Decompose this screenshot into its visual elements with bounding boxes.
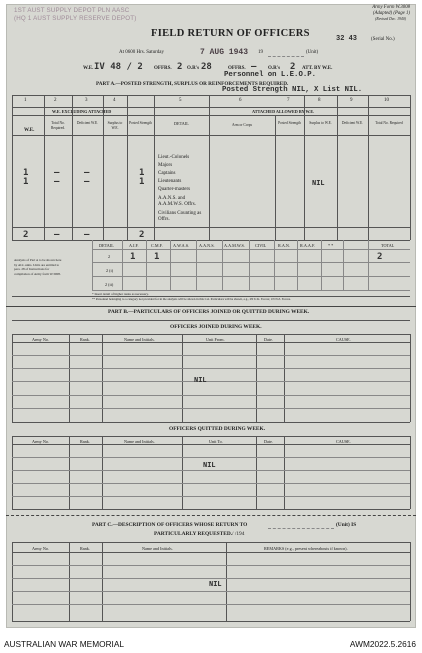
unit-label: (Unit) xyxy=(306,50,319,55)
quitted-col-unit: Unit To. xyxy=(209,439,223,444)
rank-label: A.A.N.S. and A.A.M.W.S. Offrs. xyxy=(158,196,196,207)
analysis-row-label: 2 xyxy=(108,254,111,259)
quitted-col-rank: Rank. xyxy=(80,439,90,444)
offrs2-label: OFFRS. xyxy=(228,66,246,71)
year-label: 19 xyxy=(258,50,263,55)
col-number: 10 xyxy=(384,98,389,103)
col-header-arm-corps: Arm or Corps xyxy=(232,123,252,127)
analysis-header: A.W.A.S. xyxy=(173,243,190,248)
joined-title: OFFICERS JOINED DURING WEEK. xyxy=(170,324,262,330)
col-number: 4 xyxy=(113,98,116,103)
col-header-surplus: Surplus to W.E. xyxy=(107,121,123,130)
col-number: 9 xyxy=(350,98,353,103)
col-number: 7 xyxy=(287,98,290,103)
analysis-header: A.A.M.W.S. xyxy=(224,243,245,248)
we-excluding-header: W.E. EXCLUDING ATTACHED xyxy=(52,109,112,114)
offrs-value: 2 xyxy=(177,62,183,72)
serial-label: (Serial No.) xyxy=(371,37,395,42)
total-posted: 2 xyxy=(139,230,145,240)
joined-col-army-no: Army No. xyxy=(32,337,49,342)
quitted-nil: NIL xyxy=(203,462,216,470)
at-time-text: At 0600 Hrs. Saturday xyxy=(119,50,164,55)
col-header-posted: Posted Strength xyxy=(129,121,152,125)
form-number-line2: (Adapted) (Page 1) xyxy=(372,11,410,16)
lieutenants-deficient: – xyxy=(54,177,60,187)
captains-total: 1 xyxy=(23,168,29,178)
captains-surplus: – xyxy=(84,168,90,178)
lieutenants-total: 1 xyxy=(23,177,29,187)
analysis-row-label: 2 (i) xyxy=(106,268,114,273)
unit-stamp-line1: 1ST AUST SUPPLY DEPOT PLN AASC xyxy=(14,7,130,14)
rank-label: Captains xyxy=(158,171,176,176)
part-c-unit-label: (Unit) IS xyxy=(336,522,357,528)
analysis-header: TOTAL xyxy=(381,243,395,248)
form-number-line3: (Revised Dec. 1940) xyxy=(375,17,406,21)
part-c-date: / /194 xyxy=(232,531,245,537)
we-label: W.E. xyxy=(83,66,94,71)
part-c-col-rank: Rank. xyxy=(80,546,90,551)
return-date: 7 AUG 1943 xyxy=(200,48,249,57)
quitted-col-name: Name and Initials. xyxy=(124,439,155,444)
part-a-title: PART A.—POSTED STRENGTH, SURPLUS OR REINFORCEMENTS REQUIRED. xyxy=(96,81,289,87)
serial-value: 32 43 xyxy=(336,35,358,43)
joined-col-unit: Unit From. xyxy=(206,337,225,342)
attached-nil: NIL xyxy=(312,180,325,188)
analysis-cmf-value: 1 xyxy=(154,252,160,262)
or-label: O.R's xyxy=(187,66,200,71)
part-c-col-remarks: REMARKS (e.g., present whereabouts if known). xyxy=(264,546,348,551)
col-number: 6 xyxy=(239,98,242,103)
captains-posted: 1 xyxy=(139,168,145,178)
col-header-att-total: Total No. Required xyxy=(375,121,403,125)
col-number: 3 xyxy=(85,98,88,103)
we-side-label: W.E. xyxy=(24,128,35,133)
col-number: 2 xyxy=(54,98,57,103)
joined-col-date: Date. xyxy=(264,337,273,342)
quitted-title: OFFICERS QUITTED DURING WEEK. xyxy=(169,426,266,432)
footnote-1: * Insert detail of higher ranks as necessary. xyxy=(92,292,149,296)
analysis-note: Analysis of Part A to be shown here by ALL units. Units are entitled to para. 28 of Instructions for compilation of Army form W.3008. xyxy=(14,258,62,276)
part-b-title: PART B.—PARTICULARS OF OFFICERS JOINED OR QUITTED DURING WEEK. xyxy=(108,309,310,315)
part-c-title-line1: PART C.—DESCRIPTION OF OFFICERS WHOSE RETURN TO xyxy=(92,522,248,528)
form-sheet xyxy=(6,4,416,628)
joined-col-rank: Rank. xyxy=(80,337,90,342)
col-header-total-required: Total No. Required. xyxy=(50,121,66,130)
unit-stamp-line2: (HQ 1 AUST SUPPLY RESERVE DEPOT) xyxy=(14,15,137,22)
total-deficient: – xyxy=(54,230,60,240)
form-title: FIELD RETURN OF OFFICERS xyxy=(151,28,310,39)
rank-label: Majors xyxy=(158,163,173,168)
captains-deficient: – xyxy=(54,168,60,178)
analysis-header: A.A.N.S. xyxy=(199,243,215,248)
footer-institution: AUSTRALIAN WAR MEMORIAL xyxy=(4,639,125,649)
rank-label: Lieutenants xyxy=(158,179,182,184)
part-c-title-line2: PARTICULARLY REQUESTED. xyxy=(154,531,233,537)
col-header-att-deficient: Deficient W.E. xyxy=(341,121,364,125)
or2-value: 2 xyxy=(290,62,296,72)
analysis-header: R.A.A.F. xyxy=(300,243,316,248)
col-number: 1 xyxy=(24,98,27,103)
col-number: 5 xyxy=(179,98,182,103)
lieutenants-posted: 1 xyxy=(139,177,145,187)
lieutenants-surplus: – xyxy=(84,177,90,187)
analysis-total-value: 2 xyxy=(377,252,383,262)
col-header-deficient: Deficient W.E. xyxy=(76,121,99,125)
joined-col-name: Name and Initials. xyxy=(124,337,155,342)
joined-nil: NIL xyxy=(194,377,207,385)
footnote-2: ** Personnel belonging to a category not provided for in the analysis will be shown in this Col. Particulars will be shown, e.g., 2N U.K. Forces; 1N N.Z. Forces. xyxy=(92,297,291,301)
quitted-col-cause: CAUSE. xyxy=(336,439,351,444)
rank-label: Lieut.-Colonels xyxy=(158,155,190,160)
rank-label: Quarter-masters xyxy=(158,187,191,192)
attached-header: ATTACHED ALLOWED BY W.E. xyxy=(252,109,315,114)
analysis-header: DETAIL xyxy=(99,243,114,248)
att-label: ATT. BY W.E. xyxy=(302,66,333,71)
or2-label: O.R's xyxy=(268,66,281,71)
typed-note-1: Personnel on L.E.O.P. xyxy=(224,71,316,79)
we-value: IV 48 / 2 xyxy=(94,62,143,72)
analysis-aif-value: 1 xyxy=(130,252,136,262)
col-header-att-surplus: Surplus to W.E. xyxy=(309,121,332,125)
offrs2-value: – xyxy=(251,62,257,72)
part-c-col-name: Name and Initials. xyxy=(142,546,173,551)
analysis-header: R.A.N. xyxy=(278,243,290,248)
total-surplus: – xyxy=(84,230,90,240)
analysis-header: C.M.F. xyxy=(151,243,163,248)
quitted-col-date: Date. xyxy=(264,439,273,444)
part-c-nil: NIL xyxy=(209,581,222,589)
detail-header: DETAIL xyxy=(174,121,189,126)
footer-accession-number: AWM2022.5.2616 xyxy=(349,639,416,649)
analysis-header: A.I.F. xyxy=(129,243,139,248)
or-value: 28 xyxy=(201,62,212,72)
part-c-col-army-no: Army No. xyxy=(32,546,49,551)
form-number-line1: Army Form W.3008 xyxy=(372,5,410,10)
quitted-col-army-no: Army No. xyxy=(32,439,49,444)
col-number: 8 xyxy=(318,98,321,103)
analysis-row-label: 2 (ii) xyxy=(105,282,114,287)
analysis-header: CIVIL xyxy=(255,243,267,248)
rank-label: Civilians Counting as Offrs. xyxy=(158,211,202,222)
analysis-header: * * xyxy=(328,243,334,248)
joined-col-cause: CAUSE. xyxy=(336,337,351,342)
total-required: 2 xyxy=(23,230,29,240)
col-header-att-posted: Posted Strength xyxy=(278,121,301,125)
offrs-label: OFFRS. xyxy=(154,66,172,71)
typed-note-2: Posted Strength NIL, X List NIL. xyxy=(222,86,363,94)
